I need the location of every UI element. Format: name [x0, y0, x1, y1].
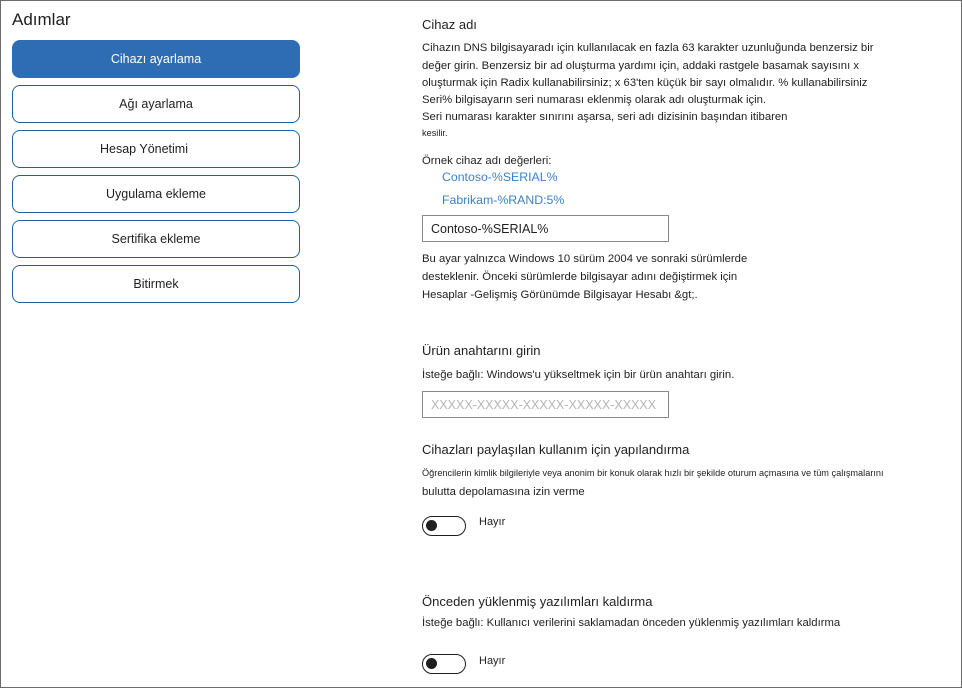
device-name-note-line: desteklenir. Önceki sürümlerde bilgisayar adını değiştirmek için: [422, 271, 738, 283]
example-device-name: Contoso-%SERIAL%: [442, 170, 558, 184]
shared-use-description-continued: bulutta depolamasına izin verme: [422, 486, 585, 498]
step-label: Hesap Yönetimi: [99, 142, 188, 156]
step-finish[interactable]: [12, 265, 300, 303]
remove-software-heading: Önceden yüklenmiş yazılımları kaldırma: [422, 594, 653, 609]
step-label: Ağı ayarlama: [119, 97, 193, 111]
step-network-setup[interactable]: [12, 85, 300, 123]
device-name-input[interactable]: [422, 215, 669, 242]
device-name-description-line: Seri numarası karakter sınırını aşarsa, seri adı dizisinin başından itibaren: [422, 111, 788, 123]
remove-software-description: İsteğe bağlı: Kullanıcı verilerini saklamadan önceden yüklenmiş yazılımları kaldırma: [422, 617, 841, 629]
toggle-knob: [426, 520, 437, 531]
shared-use-heading: Cihazları paylaşılan kullanım için yapılandırma: [422, 442, 690, 457]
step-label: Uygulama ekleme: [105, 187, 207, 201]
device-name-note-line: Bu ayar yalnızca Windows 10 sürüm 2004 ve sonraki sürümlerde: [422, 253, 748, 265]
product-key-input[interactable]: [422, 391, 669, 418]
device-name-heading: Cihaz adı: [422, 17, 477, 32]
toggle-knob: [426, 658, 437, 669]
remove-software-toggle-label: Hayır: [479, 655, 506, 667]
shared-use-toggle-label: Hayır: [479, 516, 506, 528]
step-add-certificates[interactable]: [12, 220, 300, 258]
device-name-description-line: Seri% bilgisayarın seri numarası eklenmiş olarak adı oluşturmak için.: [422, 94, 767, 106]
step-label: Cihazı ayarlama: [110, 52, 202, 66]
shared-use-toggle[interactable]: [422, 516, 466, 536]
device-name-description-line: Cihazın DNS bilgisayaradı için kullanılacak en fazla 63 karakter uzunluğunda benzersiz bir: [422, 42, 874, 54]
steps-title: Adımlar: [12, 10, 71, 29]
product-key-heading: Ürün anahtarını girin: [422, 343, 541, 358]
product-key-description: İsteğe bağlı: Windows'u yükseltmek için bir ürün anahtarı girin.: [422, 369, 735, 381]
step-label: Bitirmek: [133, 277, 179, 291]
device-name-truncation-note: kesilir.: [422, 128, 448, 138]
remove-software-toggle[interactable]: [422, 654, 466, 674]
example-device-name: Fabrikam-%RAND:5%: [442, 193, 565, 207]
example-values-label: Örnek cihaz adı değerleri:: [422, 155, 552, 167]
step-device-setup[interactable]: [12, 40, 300, 78]
step-label: Sertifika ekleme: [111, 232, 201, 246]
device-name-description-line: oluşturmak için Radix kullanabilirsiniz; x 63'ten küçük bir sayı olmalıdır. % kullanabilirsiniz: [422, 77, 868, 89]
device-name-note-line: Hesaplar -Gelişmiş Görünümde Bilgisayar Hesabı &gt;.: [422, 289, 698, 301]
shared-use-description: Öğrencilerin kimlik bilgileriyle veya anonim bir konuk olarak hızlı bir şekilde oturum açmasına ve tüm çalışmalarını: [422, 468, 884, 478]
device-name-description-line: değer girin. Benzersiz bir ad oluşturma yardımı için, addaki rastgele basamak sayısını x: [422, 60, 860, 72]
step-account-management[interactable]: [12, 130, 300, 168]
step-add-apps[interactable]: [12, 175, 300, 213]
